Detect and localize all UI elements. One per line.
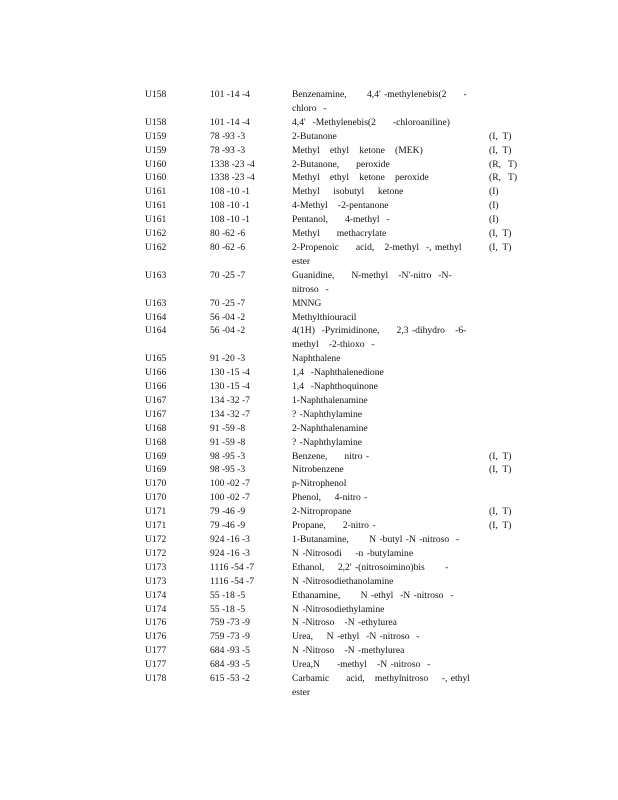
waste-code: U170 (145, 478, 167, 490)
chemical-name: N -Nitroso -N -methylurea (292, 645, 405, 657)
chemical-name: ? -Naphthylamine (292, 436, 362, 448)
chemical-name: N -Nitrosodiethanolamine (292, 575, 394, 587)
cas-number: 108 -10 -1 (210, 186, 250, 198)
cas-number: 101 -14 -4 (210, 89, 250, 100)
table-row (145, 450, 525, 464)
waste-code: U163 (145, 297, 167, 309)
cas-number: 79 -46 -9 (210, 520, 246, 532)
cas-number: 55 -18 -5 (210, 589, 246, 601)
hazard-code: (I, T) (489, 228, 512, 240)
chemical-name: 1,4 -Naphthoquinone (292, 381, 378, 393)
waste-code: U168 (145, 436, 167, 448)
hazard-code: (I) (489, 200, 499, 212)
chemical-name: Ethanol, 2,2' -(nitrosoimino)bis - (292, 561, 449, 573)
table-row (145, 213, 525, 227)
chemical-name: 2-Propenoic acid, 2-methyl -, methyl ester (292, 241, 462, 267)
chemical-name: N -Nitroso -N -ethylurea (292, 617, 397, 629)
table-row (145, 324, 525, 352)
cas-number: 80 -62 -6 (210, 241, 246, 253)
cas-number: 91 -20 -3 (210, 353, 246, 365)
table-row (145, 505, 525, 519)
cas-number: 1338 -23 -4 (210, 158, 255, 170)
hazard-code: (I, T) (489, 130, 512, 142)
chemical-name: Methyl ethyl ketone (MEK) (292, 144, 423, 156)
table-row (145, 408, 525, 422)
chemical-name: 2-Butanone, peroxide (292, 158, 390, 170)
waste-code: U164 (145, 325, 167, 337)
waste-code: U166 (145, 381, 167, 393)
chemical-name: p-Nitrophenol (292, 478, 347, 490)
waste-code: U171 (145, 520, 167, 532)
table-row (145, 422, 525, 436)
chemical-name: Methyl methacrylate (292, 228, 387, 240)
waste-code: U159 (145, 144, 167, 156)
table-row (145, 519, 525, 533)
waste-code: U166 (145, 367, 167, 379)
chemical-name: Pentanol, 4-methyl - (292, 214, 390, 226)
waste-code: U161 (145, 186, 167, 198)
cas-number: 615 -53 -2 (210, 673, 250, 685)
cas-number: 759 -73 -9 (210, 631, 250, 643)
waste-code: U177 (145, 645, 167, 657)
waste-code: U162 (145, 228, 167, 240)
table-row (145, 116, 525, 130)
table-row (145, 547, 525, 561)
table-row (145, 130, 525, 144)
table-row (145, 227, 525, 241)
chemical-name: Naphthalene (292, 353, 341, 365)
chemical-name: MNNG (292, 297, 322, 309)
cas-number: 70 -25 -7 (210, 297, 246, 309)
cas-number: 134 -32 -7 (210, 408, 250, 420)
cas-number: 79 -46 -9 (210, 506, 246, 518)
table-row (145, 380, 525, 394)
hazard-code: (I) (489, 214, 499, 226)
waste-code: U173 (145, 561, 167, 573)
table-row (145, 88, 525, 116)
cas-number: 108 -10 -1 (210, 214, 250, 226)
table-row (145, 477, 525, 491)
chemical-name: 4-Methyl -2-pentanone (292, 200, 389, 212)
cas-number: 56 -04 -2 (210, 325, 246, 337)
cas-number: 130 -15 -4 (210, 381, 250, 393)
table-row (145, 185, 525, 199)
waste-code: U173 (145, 575, 167, 587)
waste-code: U164 (145, 311, 167, 323)
waste-code: U161 (145, 200, 167, 212)
waste-code: U176 (145, 631, 167, 643)
cas-number: 1116 -54 -7 (210, 575, 255, 587)
waste-code: U158 (145, 89, 167, 100)
waste-code: U160 (145, 158, 167, 170)
table-row (145, 171, 525, 185)
cas-number: 759 -73 -9 (210, 617, 250, 629)
cas-number: 56 -04 -2 (210, 311, 246, 323)
cas-number: 100 -02 -7 (210, 478, 250, 490)
hazard-code: (I, T) (489, 144, 512, 156)
table-row (145, 575, 525, 589)
chemical-name: Ethanamine, N -ethyl -N -nitroso - (292, 589, 454, 601)
chemical-name: 1-Naphthalenamine (292, 394, 368, 406)
waste-code: U176 (145, 617, 167, 629)
cas-number: 98 -95 -3 (210, 450, 246, 462)
table-row (145, 589, 525, 603)
waste-code: U170 (145, 492, 167, 504)
table-row (145, 603, 525, 617)
table-row (145, 241, 525, 269)
table-row (145, 630, 525, 644)
waste-code: U174 (145, 603, 167, 615)
waste-code: U160 (145, 172, 167, 184)
table-row (145, 199, 525, 213)
waste-code: U171 (145, 506, 167, 518)
cas-number: 684 -93 -5 (210, 645, 250, 657)
chemical-name: Methyl ethyl ketone peroxide (292, 172, 429, 184)
chemical-name: Phenol, 4-nitro - (292, 492, 368, 504)
waste-code: U165 (145, 353, 167, 365)
chemical-name: 2-Nitropropane (292, 506, 352, 518)
chemical-name: Methylthiouracil (292, 311, 357, 323)
table-row (145, 644, 525, 658)
hazard-code: (I, T) (489, 520, 512, 532)
waste-code: U172 (145, 547, 167, 559)
table-row (145, 366, 525, 380)
waste-code: U172 (145, 534, 167, 545)
table-row (145, 658, 525, 672)
hazardous-waste-table (145, 88, 525, 700)
waste-code: U161 (145, 214, 167, 226)
chemical-name: ? -Naphthylamine (292, 408, 362, 420)
table-row (145, 158, 525, 172)
cas-number: 684 -93 -5 (210, 659, 250, 671)
table-row (145, 672, 525, 700)
chemical-name: Propane, 2-nitro - (292, 520, 376, 532)
table-row (145, 436, 525, 450)
chemical-name: N -Nitrosodiethylamine (292, 603, 385, 615)
table-row (145, 463, 525, 477)
table-row (145, 533, 525, 547)
table-row (145, 561, 525, 575)
cas-number: 80 -62 -6 (210, 228, 246, 240)
chemical-name: Benzene, nitro - (292, 450, 370, 462)
waste-code: U168 (145, 422, 167, 434)
waste-code: U163 (145, 269, 167, 281)
table-row (145, 144, 525, 158)
waste-code: U159 (145, 130, 167, 142)
waste-code: U169 (145, 450, 167, 462)
chemical-name: 2-Naphthalenamine (292, 422, 368, 434)
cas-number: 98 -95 -3 (210, 464, 246, 476)
cas-number: 101 -14 -4 (210, 116, 250, 128)
table-row (145, 311, 525, 325)
hazard-code: (R, T) (489, 172, 518, 184)
cas-number: 130 -15 -4 (210, 367, 250, 379)
cas-number: 78 -93 -3 (210, 144, 246, 156)
waste-code: U158 (145, 116, 167, 128)
chemical-name: Benzenamine, 4,4' -methylenebis(2 - chloro - (292, 89, 467, 114)
cas-number: 134 -32 -7 (210, 394, 250, 406)
chemical-name: 2-Butanone (292, 130, 337, 142)
table-row (145, 491, 525, 505)
chemical-name: Carbamic acid, methylnitroso -, ethyl ester (292, 673, 470, 698)
waste-code: U162 (145, 241, 167, 253)
chemical-name: 4,4' -Methylenebis(2 -chloroaniline) (292, 116, 450, 128)
waste-code: U178 (145, 673, 167, 685)
waste-code: U177 (145, 659, 167, 671)
hazard-code: (I, T) (489, 241, 512, 253)
hazard-code: (R, T) (489, 158, 518, 170)
table-row (145, 297, 525, 311)
hazard-code: (I) (489, 186, 499, 198)
hazard-code: (I, T) (489, 506, 512, 518)
cas-number: 924 -16 -3 (210, 534, 250, 545)
hazard-code: (I, T) (489, 464, 512, 476)
chemical-name: Nitrobenzene (292, 464, 344, 476)
cas-number: 108 -10 -1 (210, 200, 250, 212)
chemical-name: Methyl isobutyl ketone (292, 186, 404, 198)
cas-number: 100 -02 -7 (210, 492, 250, 504)
table-row (145, 352, 525, 366)
cas-number: 91 -59 -8 (210, 422, 246, 434)
cas-number: 924 -16 -3 (210, 547, 250, 559)
waste-code: U169 (145, 464, 167, 476)
waste-code: U167 (145, 394, 167, 406)
table-row (145, 394, 525, 408)
cas-number: 78 -93 -3 (210, 130, 246, 142)
cas-number: 1116 -54 -7 (210, 561, 255, 573)
cas-number: 55 -18 -5 (210, 603, 246, 615)
chemical-name: N -Nitrosodi -n -butylamine (292, 547, 414, 559)
cas-number: 91 -59 -8 (210, 436, 246, 448)
cas-number: 1338 -23 -4 (210, 172, 255, 184)
waste-code: U167 (145, 408, 167, 420)
cas-number: 70 -25 -7 (210, 269, 246, 281)
chemical-name: Urea, N -ethyl -N -nitroso - (292, 631, 420, 643)
hazard-code: (I, T) (489, 450, 512, 462)
waste-code: U174 (145, 589, 167, 601)
chemical-name: 1-Butanamine, N -butyl -N -nitroso - (292, 534, 460, 545)
chemical-name: 4(1H) -Pyrimidinone, 2,3 -dihydro -6- methyl -2-thioxo - (292, 325, 467, 351)
table-row (145, 269, 525, 297)
chemical-name: Guanidine, N-methyl -N'-nitro -N- nitroso - (292, 269, 452, 295)
table-row (145, 616, 525, 630)
chemical-name: Urea,N -methyl -N -nitroso - (292, 659, 431, 671)
chemical-name: 1,4 -Naphthalenedione (292, 367, 384, 379)
